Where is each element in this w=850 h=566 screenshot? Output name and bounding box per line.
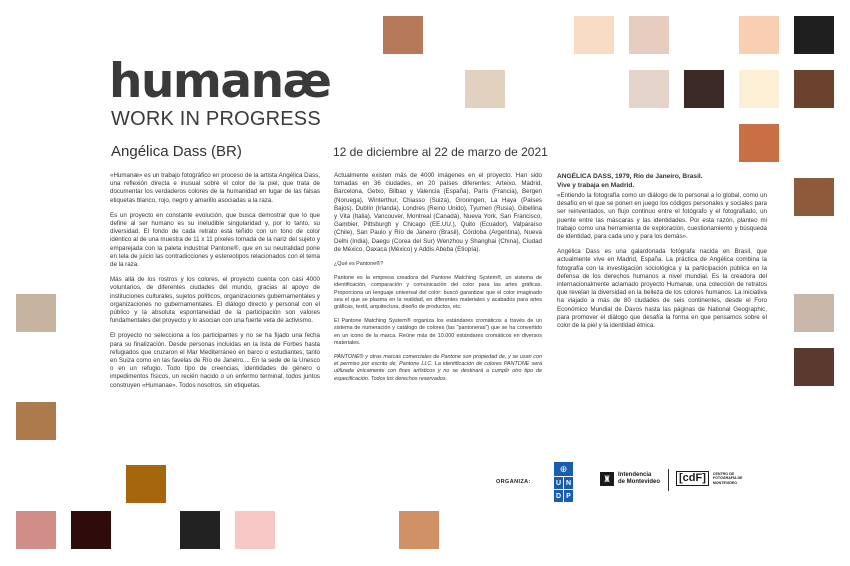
color-swatch (383, 16, 423, 54)
color-swatch (739, 16, 779, 54)
artist-name: Angélica Dass (BR) (111, 143, 242, 160)
color-swatch (739, 70, 779, 108)
color-swatch (684, 70, 724, 108)
color-swatch (794, 348, 834, 386)
color-swatch (235, 511, 275, 549)
logo-divider (668, 469, 669, 491)
paragraph: El Pantone Matching System® organiza los estándares cromáticos a través de un sistema de numeración y catálogo de colores (las “pantoneras”) que se ha convertido en un icono de la marca. Reúne más de 10.000 estándares cromáticos en diversos materiales. (334, 318, 542, 346)
undp-letter: P (564, 490, 573, 502)
color-swatch (574, 16, 614, 54)
color-swatch (16, 511, 56, 549)
color-swatch (794, 294, 834, 332)
cdf-mark: [cdF] (676, 471, 709, 486)
organiza-label: ORGANIZA: (496, 479, 531, 485)
paragraph: Actualmente existen más de 4000 imágenes en el proyecto. Han sido tomadas en 36 ciudades, en 20 países diferentes: Arteixo, Madrid, Barcelona, Getxo, Bilbao y Valencia (España), París (Francia), Bergen (Noruega), Winterthur, Chiasso (Suiza), Groningen, La Haya (Países Bajos), Dublín (Irlanda), Londres (Reino Unido), Tyumen (Rusia), Gibellina y Vita (Italia), Vancouver, Montreal (Canadá), Nueva York, San Francisco, Gambier, Pittsburgh y Chicago (EE.UU.), Quito (Ecuador), Valparaíso (Chile), San Paulo y Río de Janeiro (Brasil), Córdoba (Argentina), Nueva Delhi (India), Daegu (Corea del Sur) Wenzhou y Shanghai (China), Ciudad de México, Oaxaca (México) y Addis Abeba (Etiopía). (334, 172, 542, 253)
cdf-logo (676, 471, 743, 486)
intendencia-logo (600, 472, 660, 486)
undp-letter: U (554, 477, 563, 489)
color-swatch (16, 294, 56, 332)
project-column (334, 172, 542, 390)
trademark-notice: PANTONE® y otras marcas comerciales de Pantone son propiedad de, y se usan con el permiso por escrito de, Pantone LLC. La identificación de colores PANTONE será utilizada únicamente con fines artísticos y no se destinará a cumplir otro tipo de especificación. Todos los derechos reservados. (334, 354, 542, 382)
color-swatch (739, 124, 779, 162)
color-swatch (794, 16, 834, 54)
undp-letter: D (554, 490, 563, 502)
intendencia-name: Intendencia (618, 472, 652, 478)
undp-letter: N (564, 477, 573, 489)
humanae-logo: humanæ (109, 54, 331, 109)
paragraph: Pantone es la empresa creadora del Pantone Matching System®, un sistema de identificación, comparación y comunicación del color para las artes gráficas. Proporciona un lenguaje universal del color: buscó garantizar que el color imaginado sea el que se plasma en la realidad, en diferentes materiales y acabados para artes gráficas, textil, arquitectura, diseño de productos, etc. (334, 275, 542, 311)
color-swatch (71, 511, 111, 549)
intendencia-city: de Montevideo (618, 479, 661, 485)
intro-column (110, 172, 320, 397)
color-swatch (629, 70, 669, 108)
color-swatch (399, 511, 439, 549)
paragraph: Más allá de los rostros y los colores, el proyecto cuenta con casi 4000 voluntarios, de diferentes ciudades del mundo, gracias al apoyo de instituciones culturales, sujetos políticos, organizaciones gubernamentales y organizaciones no gubernamentales. El diálogo directo y personal con el público y la absoluta espontaneidad de la participación son valores fundamentales del proyecto y lo asocian con una fuerte veta de activismo. (110, 276, 320, 325)
color-swatch (794, 178, 834, 216)
intendencia-icon: ♜ (600, 472, 614, 486)
paragraph: «Entiendo la fotografía como un diálogo de lo personal a lo global, como un desafío en el que se ponen en juego los códigos personales y sociales para ser reinventados, un flujo continuo entre el fotógrafo y el fotografiado, un puente entre las máscaras y las identidades. Por esta razón, planteo mi trabajo como una herramienta de exploración, cuestionamiento y búsqueda de identidad, para cada uno y para los demás». (557, 192, 767, 241)
color-swatch (465, 70, 505, 108)
artist-column (557, 172, 767, 337)
un-globe-icon: ⊕ (554, 462, 573, 476)
color-swatch (794, 70, 834, 108)
cdf-name: CENTRO DE FOTOGRAFÍA DE MONTEVIDEO (712, 471, 743, 485)
page-subtitle: WORK IN PROGRESS (111, 108, 321, 130)
artist-bio-heading: ANGÉLICA DASS, 1979, Río de Janeiro, Brasil. (557, 173, 703, 180)
paragraph: «Humanæ» es un trabajo fotográfico en proceso de la artista Angélica Dass, una reflexión directa e inusual sobre el color de la piel, que trata de documentar los verdaderos colores de la humanidad en lugar de las falsas etiquetas blanco, rojo, negro y amarillo asociadas a la raza. (110, 172, 320, 204)
paragraph: Angélica Dass es una galardonada fotógrafa nacida en Brasil, que actualmente vive en Madrid, España. La práctica de Angélica combina la fotografía con la investigación sociológica y la participación pública en la defensa de los derechos humanos a nivel mundial. Es la creadora del internacionalmente aclamado proyecto Humanæ, una colección de retratos que revelan la diversidad en la belleza de los colores humanos. La iniciativa ha viajado a más de 80 ciudades de seis continentes, desde el Foro Económico Mundial de Davos hasta las páginas de National Geographic, para promover el diálogo que desafía la forma en que pensamos sobre el color de la piel y la identidad étnica. (557, 248, 767, 330)
artist-location-heading: Vive y trabaja en Madrid. (557, 182, 635, 189)
pantone-question: ¿Qué es Pantone®? (334, 261, 384, 268)
color-swatch (629, 16, 669, 54)
paragraph: El proyecto no selecciona a los participantes y no se ha fijado una fecha para su finalización. Desde personas incluidas en la lista de Forbes hasta refugiados que cruzaron el Mar Mediterráneo en barco o estudiantes, tanto en Suiza como en las favelas de Río de Janeiro.... En la sede de la Unesco o en un refugio. Todo tipo de creencias, identidades de género o impedimentos físicos, un recién nacido o un enfermo terminal, todos juntos construyen «Humanae». Todos nosotros, sin etiquetas. (110, 332, 320, 389)
color-swatch (180, 511, 220, 549)
color-swatch (126, 465, 166, 503)
paragraph: Es un proyecto en constante evolución, que busca demostrar que lo que define al ser humano es su ineludible singularidad y, por lo tanto, su diversidad. El fondo de cada retrato está teñido con un tono de color idéntico al de una muestra de 11 x 11 píxeles tomada de la nariz del sujeto y emparejada con la paleta industrial Pantone®, que en su neutralidad pone en tela de juicio las contradicciones y estereotipos relacionados con el tema de la raza. (110, 211, 320, 269)
color-swatch (16, 402, 56, 440)
undp-logo (554, 462, 573, 500)
exhibition-dates: 12 de diciembre al 22 de marzo de 2021 (333, 145, 548, 159)
